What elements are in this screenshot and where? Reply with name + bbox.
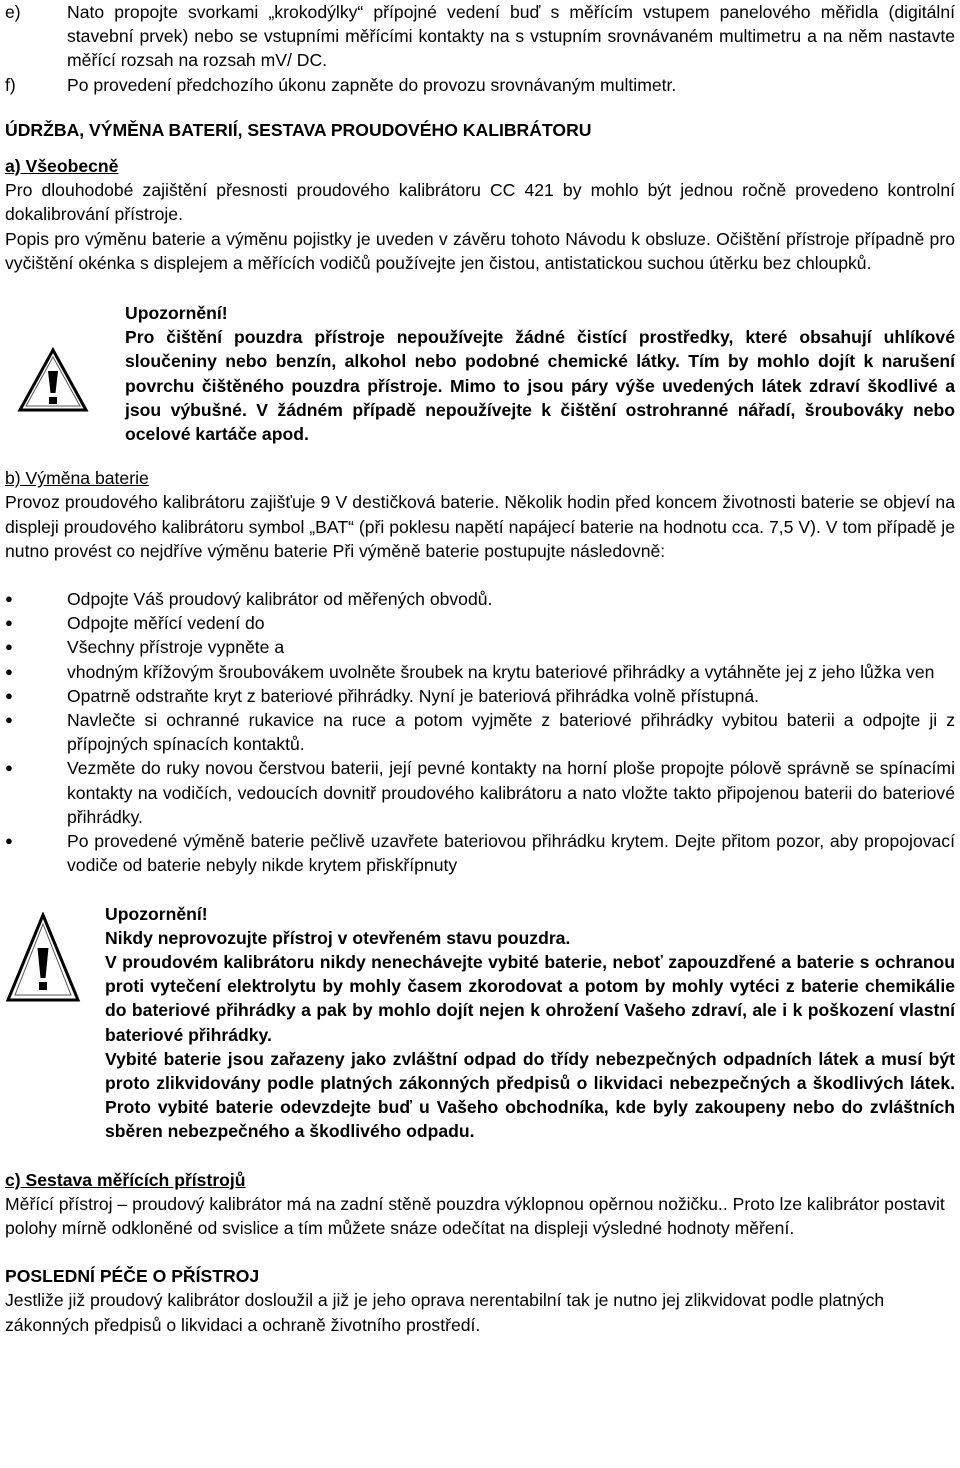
step-text: Po provedené výměně baterie pečlivě uzavřete bateriovou přihrádku krytem. Dejte přitom pozor, aby propojovací vodiče od baterie nebyly nikde krytem přiskřípnuty [67, 831, 955, 876]
warning-line: Nikdy neprovozujte přístroj v otevřeném stavu pouzdra. [105, 927, 571, 948]
step-text: Vezměte do ruky novou čerstvou baterii, její pevné kontakty na horní ploše propojte pólově správně se spínacími kontakty na vodičích, vedoucích dovnitř proudového kalibrátoru a nato vložte takto připojenou baterii do bateriové přihrádky. [67, 758, 955, 827]
warning-title: Upozornění! [125, 303, 228, 324]
document-page [5, 0, 955, 1337]
warning-text: Pro čištění pouzdra přístroje nepoužívejte žádné čistící prostředky, které obsahují uhlíkové sloučeniny nebo benzín, alkohol nebo podobné chemické látky. Tím by mohlo dojít k narušení povrchu čištěného pouzdra přístroje. Mimo to jsou páry výše uvedených látek zdraví škodlivé a jsou výbušné. V žádném případě nepoužívejte k čištění ostrohranné nářadí, šroubováky nebo ocelové kartáče apod. [125, 327, 955, 445]
general-paragraph-2: Popis pro výměnu baterie a výměnu pojistky je uveden v závěru tohoto Návodu k obsluze. Očištění přístroje případně pro vyčištění okénka s displejem a měřících vodičů používejte jen čistou, antistatickou suchou útěrku bez chloupků. [5, 228, 955, 273]
item-label: e) [5, 2, 21, 22]
section-title-maintenance: ÚDRŽBA, VÝMĚNA BATERIÍ, SESTAVA PROUDOVÉHO KALIBRÁTORU [5, 119, 592, 140]
step-text: Odpojte měřící vedení do [67, 613, 265, 634]
list-item [5, 611, 955, 635]
bullet-icon: ● [5, 833, 13, 849]
general-paragraph-1: Pro dlouhodobé zajištění přesnosti proudového kalibrátoru CC 421 by mohlo být jednou ročně provedeno kontrolní dokalibrování přístroje. [5, 180, 955, 225]
bullet-icon: ● [5, 687, 13, 703]
bullet-icon: ● [5, 663, 13, 679]
warning-block-battery [5, 902, 955, 1144]
warning-block-cleaning [5, 301, 955, 446]
step-text: vhodným křížovým šroubovákem uvolněte šroubek na krytu bateriové přihrádky a vytáhněte jej z jeho lůžka ven [67, 661, 935, 682]
bullet-icon: ● [5, 712, 13, 728]
step-text: Opatrně odstraňte kryt z bateriové přihrádky. Nyní je bateriová přihrádka volně přístupná. [67, 685, 760, 706]
bullet-icon: ● [5, 615, 13, 631]
step-text: Všechny přístroje vypněte a [67, 637, 285, 658]
list-item [5, 684, 955, 708]
step-text: Navlečte si ochranné rukavice na ruce a potom vyjměte z bateriové přihrádky vybitou baterii a odpojte ji z přípojných spínacích kontaktů. [67, 710, 955, 755]
item-text: Nato propojte svorkami „krokodýlky“ přípojné vedení buď s měřícím vstupem panelového měřidla (digitální stavební prvek) nebo se vstupními měřícími kontakty na s vstupním srovnávaném multimetru a na něm nastavte měřící rozsah na rozsah mV/ DC. [67, 2, 955, 71]
bullet-icon: ● [5, 760, 13, 776]
heading-assembly: c) Sestava měřících přístrojů [5, 1169, 246, 1190]
section-title-final-care: POSLEDNÍ PÉČE O PŘÍSTROJ [5, 1266, 260, 1287]
list-item-e [5, 0, 955, 73]
warning-text: Vybité baterie jsou zařazeny jako zvláštní odpad do třídy nebezpečných odpadních látek a musí být proto zlikvidovány podle platných zákonných předpisů o likvidaci nebezpečných a škodlivých látek. Proto vybité baterie odevzdejte buď u Vašeho obchodníka, kde byly zakoupeny nebo do zvláštních sběren nebezpečného a škodlivého odpadu. [105, 1048, 955, 1142]
bullet-icon: ● [5, 639, 13, 655]
warning-triangle-icon [5, 301, 125, 419]
battery-paragraph: Provoz proudového kalibrátoru zajišťuje 9 V destičková baterie. Několik hodin před koncem životnosti baterie se objeví na displeji proudového kalibrátoru symbol „BAT“ (při poklesu napětí napájecí baterie na hodnotu cca. 7,5 V). V tom případě je nutno provést co nejdříve výměnu baterie Při výměně baterie postupujte následovně: [5, 492, 955, 561]
item-text: Po provedení předchozího úkonu zapněte do provozu srovnávaným multimetr. [67, 74, 677, 95]
item-label: f) [5, 74, 16, 95]
list-item [5, 660, 955, 684]
battery-steps-list [5, 587, 955, 877]
heading-battery: b) Výměna baterie [5, 468, 149, 489]
warning-title: Upozornění! [105, 903, 208, 924]
list-item [5, 708, 955, 756]
assembly-paragraph: Měřící přístroj – proudový kalibrátor má na zadní stěně pouzdra výklopnou opěrnou nožičku.. Proto lze kalibrátor postavit polohy mírně odkloněné od svislice a tím můžete snáze odečítat na displeji výsledné hodnoty měření. [5, 1193, 945, 1238]
warning-text: V proudovém kalibrátoru nikdy nenechávejte vybité baterie, neboť zapouzdřené a baterie s ochranou proti vytečení elektrolytu by mohly časem zkorodovat a potom by mohly vytéci z baterie chemikálie do bateriové přihrádky a pak by mohlo dojít nejen k ohrožení Vašeho zdraví, ale i k poškození vlastní bateriové přihrádky. [105, 951, 955, 1045]
list-item [5, 635, 955, 659]
heading-general: a) Všeobecně [5, 156, 119, 177]
list-item [5, 587, 955, 611]
bullet-icon: ● [5, 591, 13, 607]
step-text: Odpojte Váš proudový kalibrátor od měřených obvodů. [67, 589, 493, 610]
list-item [5, 756, 955, 829]
warning-triangle-icon [5, 902, 105, 1010]
list-item [5, 829, 955, 877]
list-item-f [5, 73, 955, 97]
final-care-paragraph: Jestliže již proudový kalibrátor dosloužil a již je jeho oprava nerentabilní tak je nutno jej zlikvidovat podle platných zákonných předpisů o likvidaci a ochraně životního prostředí. [5, 1290, 885, 1335]
